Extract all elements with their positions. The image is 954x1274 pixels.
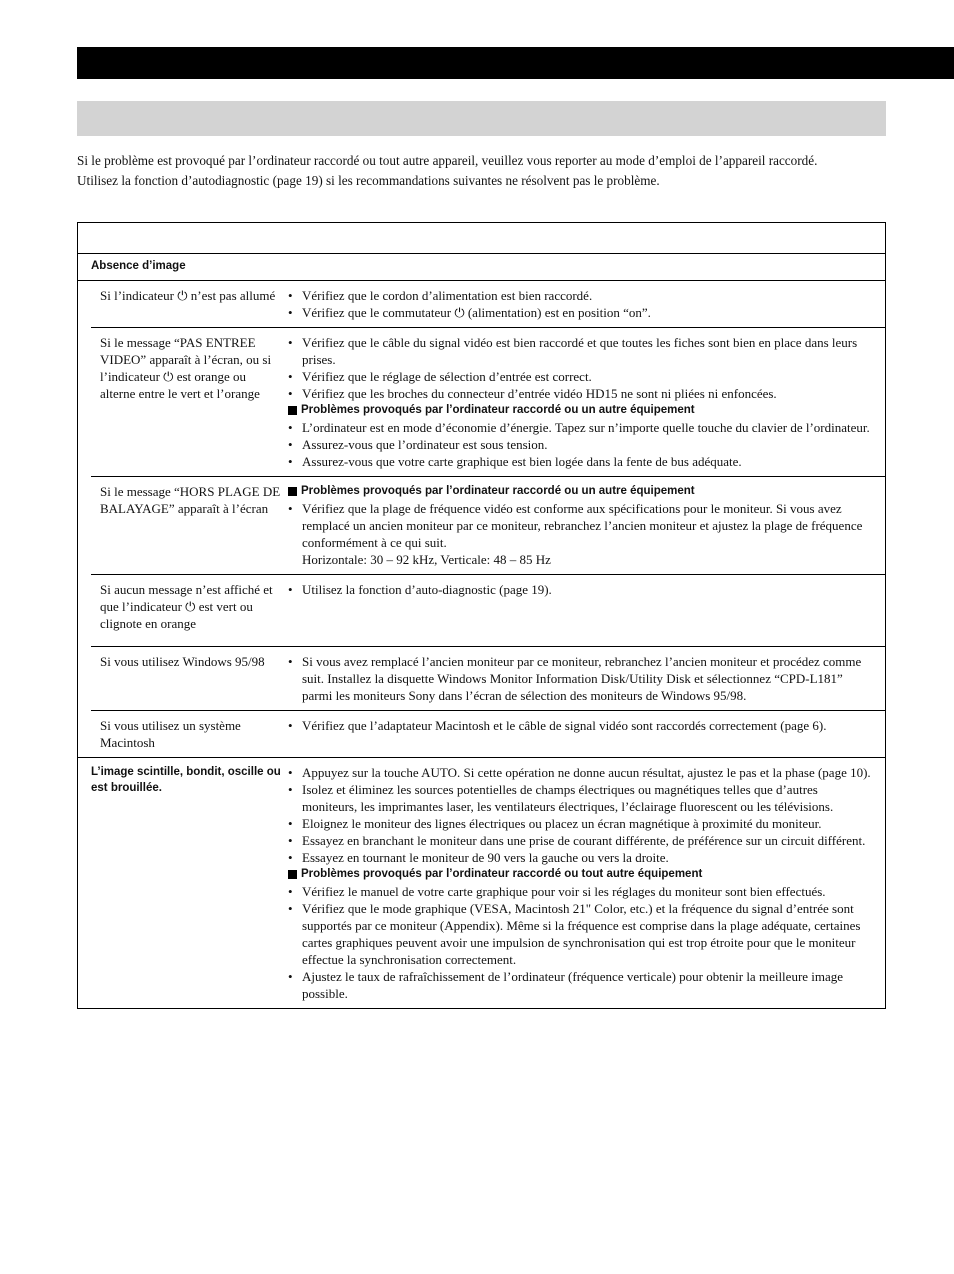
bullet-item: • Ajustez le taux de rafraîchissement de l’ordinateur (fréquence verticale) pour obtenir la meilleure image possible. xyxy=(288,969,844,1001)
table-row xyxy=(91,574,885,646)
bullet-item: • Isolez et éliminez les sources potentielles de champs électriques ou magnétiques telles que d’autres moniteurs, les imprimantes laser, les ventilateurs électriques, l’éclairage fluorescent ou les télévisions. xyxy=(288,782,834,814)
bullet-icon: • xyxy=(288,833,293,848)
bullet-item: • Vérifiez que la plage de fréquence vidéo est conforme aux spécifications pour le moniteur. Si vous avez remplacé un ancien moniteur par ce moniteur, rebranchez l’ancien moniteur et ajustez la plage de fréquence conformément à ce qui suit. Horizontale: 30 – 92 kHz, Verticale: 48 – 85 Hz xyxy=(288,501,863,567)
solution-cell xyxy=(288,334,885,470)
condition-cell: Si l’indicateur ⏻ n’est pas allumé xyxy=(100,288,276,303)
solution-cell xyxy=(288,483,885,568)
condition-cell: Si vous utilisez Windows 95/98 xyxy=(100,654,265,669)
solution-cell xyxy=(288,287,885,321)
bullet-icon: • xyxy=(288,718,293,733)
solution-cell xyxy=(288,764,885,1002)
intro-text xyxy=(77,151,886,190)
bullet-icon: • xyxy=(288,850,293,865)
bullet-icon: • xyxy=(288,335,293,350)
bullet-icon: • xyxy=(288,305,293,320)
bullet-icon: • xyxy=(288,816,293,831)
bullet-icon: • xyxy=(288,369,293,384)
condition-cell: Si vous utilisez un système Macintosh xyxy=(100,718,241,750)
bullet-icon: • xyxy=(288,454,293,469)
table-row xyxy=(91,327,885,476)
bullet-icon: • xyxy=(288,884,293,899)
bullet-item: • Vérifiez que les broches du connecteur d’entrée vidéo HD15 ne sont ni pliées ni enfoncées. xyxy=(288,386,777,401)
table-header-row xyxy=(78,223,885,254)
bullet-icon: • xyxy=(288,501,293,516)
bullet-icon: • xyxy=(288,654,293,669)
bullet-item: • Vérifiez que le cordon d’alimentation est bien raccordé. xyxy=(288,288,593,303)
bullet-icon: • xyxy=(288,420,293,435)
header-black-bar xyxy=(77,47,954,79)
bullet-icon: • xyxy=(288,782,293,797)
bullet-item: • Utilisez la fonction d’auto-diagnostic (page 19). xyxy=(288,582,552,597)
square-bullet-icon xyxy=(288,870,297,879)
bullet-item: • Appuyez sur la touche AUTO. Si cette opération ne donne aucun résultat, ajustez le pas et la phase (page 10). xyxy=(288,765,871,780)
bullet-item: • Vérifiez que le réglage de sélection d’entrée est correct. xyxy=(288,369,592,384)
bullet-icon: • xyxy=(288,386,293,401)
bullet-icon: • xyxy=(288,582,293,597)
bullet-item: • Assurez-vous que votre carte graphique est bien logée dans la fente de bus adéquate. xyxy=(288,454,742,469)
subheading: Problèmes provoqués par l’ordinateur raccordé ou un autre équipement xyxy=(288,483,873,500)
table-row xyxy=(78,757,885,1008)
intro-paragraph-2: Utilisez la fonction d’autodiagnostic (page 19) si les recommandations suivantes ne résolvent pas le problème. xyxy=(77,172,660,188)
section-heading: Absence d’image xyxy=(78,254,885,281)
bullet-item: • Vérifiez que le câble du signal vidéo est bien raccordé et que toutes les fiches sont bien en place dans leurs prises. xyxy=(288,335,858,367)
troubleshooting-table xyxy=(77,222,886,1009)
bullet-item: • Essayez en tournant le moniteur de 90 vers la gauche ou vers la droite. xyxy=(288,850,669,865)
bullet-icon: • xyxy=(288,765,293,780)
bullet-item: • Vérifiez que le commutateur ⏻ (alimentation) est en position “on”. xyxy=(288,305,651,320)
subheading: Problèmes provoqués par l’ordinateur raccordé ou tout autre équipement xyxy=(288,866,873,883)
bullet-icon: • xyxy=(288,288,293,303)
intro-paragraph-1: Si le problème est provoqué par l’ordinateur raccordé ou tout autre appareil, veuillez vous reporter au mode d’emploi de l’appareil raccordé. xyxy=(77,153,818,168)
bullet-item: • Si vous avez remplacé l’ancien moniteur par ce moniteur, rebranchez l’ancien moniteur et procédez comme suit. Installez la disquette Windows Monitor Information Disk/Utility Disk et sélectionnez “CPD-L181” parmi les moniteurs Sony dans l’écran de sélection des moniteurs de Windows 95/98. xyxy=(288,654,862,703)
condition-cell: Si aucun message n’est affiché et que l’indicateur ⏻ est vert ou clignote en orange xyxy=(100,582,273,631)
bullet-item: • Vérifiez le manuel de votre carte graphique pour voir si les réglages du moniteur sont bien effectués. xyxy=(288,884,826,899)
subheading: Problèmes provoqués par l’ordinateur raccordé ou un autre équipement xyxy=(288,402,873,419)
section-heading: L’image scintille, bondit, oscille ou est brouillée. xyxy=(91,766,281,794)
bullet-item: • Eloignez le moniteur des lignes électriques ou placez un écran magnétique à proximité du moniteur. xyxy=(288,816,822,831)
bullet-icon: • xyxy=(288,437,293,452)
square-bullet-icon xyxy=(288,406,297,415)
section-title-bar xyxy=(77,101,886,136)
bullet-item: • Vérifiez que l’adaptateur Macintosh et le câble de signal vidéo sont raccordés correctement (page 6). xyxy=(288,718,827,733)
table-row xyxy=(91,646,885,710)
condition-cell: Si le message “HORS PLAGE DE BALAYAGE” apparaît à l’écran xyxy=(100,484,281,516)
bullet-item: • Essayez en branchant le moniteur dans une prise de courant différente, de préférence sur un circuit différent. xyxy=(288,833,866,848)
table-row xyxy=(91,476,885,574)
table-row xyxy=(91,281,885,327)
bullet-icon: • xyxy=(288,901,293,916)
bullet-item: • Assurez-vous que l’ordinateur est sous tension. xyxy=(288,437,548,452)
square-bullet-icon xyxy=(288,487,297,496)
table-row xyxy=(91,710,885,757)
solution-cell xyxy=(288,653,885,704)
bullet-icon: • xyxy=(288,969,293,984)
solution-cell xyxy=(288,717,885,751)
frequency-range: Horizontale: 30 – 92 kHz, Verticale: 48 – 85 Hz xyxy=(302,552,551,567)
solution-cell xyxy=(288,581,885,640)
bullet-item: • Vérifiez que le mode graphique (VESA, Macintosh 21" Color, etc.) et la fréquence du signal d’entrée sont supportés par ce moniteur (Appendix). Même si la fréquence est comprise dans la plage adéquate, certaines cartes graphiques peuvent avoir une impulsion de synchronisation qui est trop étroite pour que le moniteur effectue la synchronisation correctement. xyxy=(288,901,861,967)
condition-cell: Si le message “PAS ENTREE VIDEO” apparaît à l’écran, ou si l’indicateur ⏻ est orange ou alterne entre le vert et l’orange xyxy=(100,335,272,401)
bullet-item: • L’ordinateur est en mode d’économie d’énergie. Tapez sur n’importe quelle touche du clavier de l’ordinateur. xyxy=(288,420,870,435)
